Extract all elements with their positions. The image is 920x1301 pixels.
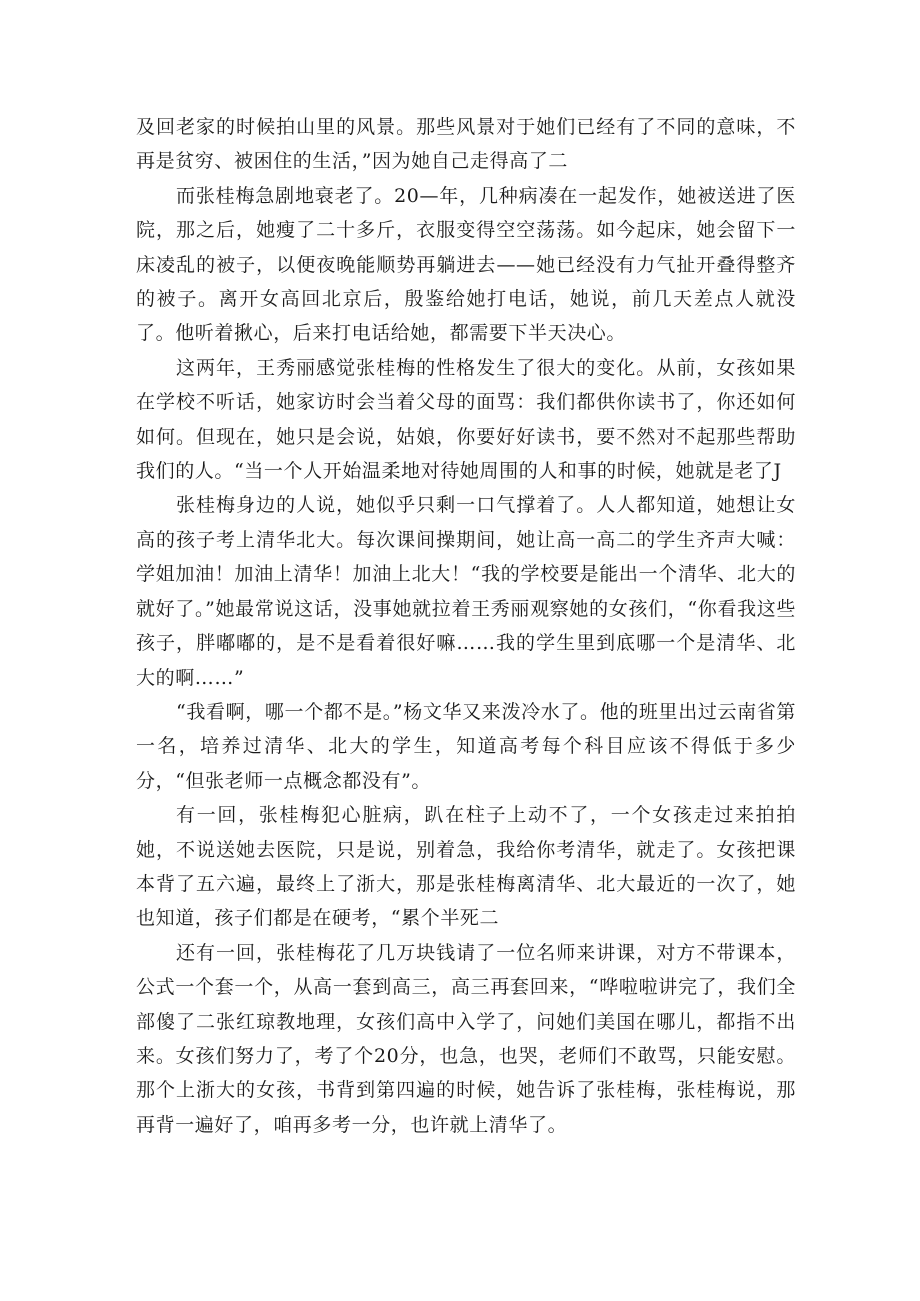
paragraph-3: 这两年，王秀丽感觉张桂梅的性格发生了很大的变化。从前，女孩如果在学校不听话，她家访时会当着父母的面骂：我们都供你读书了，你还如何如何。但现在，她只是会说，姑娘，你要好好读书，要不然对不起那些帮助我们的人。“当一个人开始温柔地对待她周围的人和事的时候，她就是老了J [136,356,796,483]
article-body [136,110,796,1142]
paragraph-5: “我看啊，哪一个都不是。”杨文华又来泼冷水了。他的班里出过云南省第一名，培养过清华、北大的学生，知道高考每个科目应该不得低于多少分，“但张老师一点概念都没有”。 [136,700,796,792]
paragraph-7: 还有一回，张桂梅花了几万块钱请了一位名师来讲课，对方不带课本，公式一个套一个，从高一套到高三，高三再套回来，“哗啦啦讲完了，我们全部傻了二张红琼教地理，女孩们高中入学了，问她们美国在哪儿，都指不出来。女孩们努力了，考了个20分，也急，也哭，老师们不敢骂，只能安慰。那个上浙大的女孩，书背到第四遍的时候，她告诉了张桂梅，张桂梅说，那再背一遍好了，咱再多考一分，也许就上清华了。 [136,941,796,1136]
paragraph-4: 张桂梅身边的人说，她似乎只剩一口气撑着了。人人都知道，她想让女高的孩子考上清华北大。每次课间操期间，她让高一高二的学生齐声大喊：学姐加油！加油上清华！加油上北大！“我的学校要是能出一个清华、北大的就好了。”她最常说这话，没事她就拉着王秀丽观察她的女孩们，“你看我这些孩子，胖嘟嘟的，是不是看着很好嘛……我的学生里到底哪一个是清华、北大的啊……” [136,494,796,689]
paragraph-2: 而张桂梅急剧地衰老了。20—年，几种病凑在一起发作，她被送进了医院，那之后，她瘦了二十多斤，衣服变得空空荡荡。如今起床，她会留下一床凌乱的被子，以便夜晚能顺势再躺进去——她已经没有力气扯开叠得整齐的被子。离开女高回北京后，殷鉴给她打电话，她说，前几天差点人就没了。他听着揪心，后来打电话给她，都需要下半天决心。 [136,184,796,345]
paragraph-1: 及回老家的时候拍山里的风景。那些风景对于她们已经有了不同的意味，不再是贫穷、被困住的生活，”因为她自己走得高了二 [136,116,796,173]
paragraph-6: 有一回，张桂梅犯心脏病，趴在柱子上动不了，一个女孩走过来拍拍她，不说送她去医院，只是说，别着急，我给你考清华，就走了。女孩把课本背了五六遍，最终上了浙大，那是张桂梅离清华、北大最近的一次了，她也知道，孩子们都是在硬考，“累个半死二 [136,804,796,930]
